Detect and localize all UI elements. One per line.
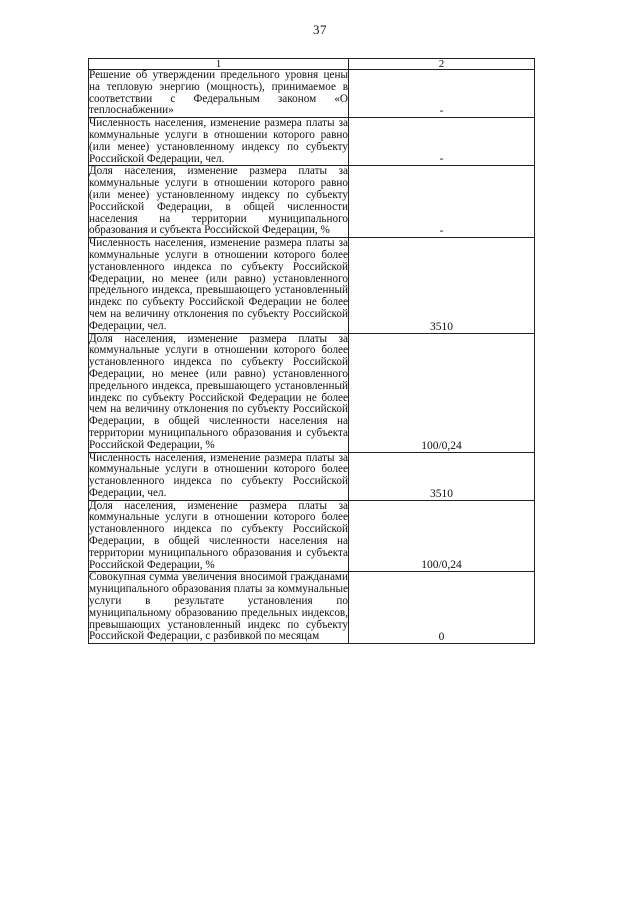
table-row	[89, 572, 535, 644]
column-header-1: 1	[89, 59, 349, 70]
table-row	[89, 333, 535, 452]
row-value: -	[349, 70, 535, 118]
row-value: 3510	[349, 238, 535, 333]
row-label: Численность населения, изменение размера платы за коммунальные услуги в отношении которого более установленного индекса по субъекту Российской Федерации, но менее (или равно) установленного предельного индекса, превышающего установленный индекс по субъекту Российской Федерации не более чем на величину отклонения по субъекту Российской Федерации, чел.	[89, 237, 348, 332]
table-row	[89, 166, 535, 238]
column-header-2: 2	[349, 59, 535, 70]
row-value: 100/0,24	[349, 333, 535, 452]
row-label: Доля населения, изменение размера платы за коммунальные услуги в отношении которого более установленного индекса по субъекту Российской Федерации, в общей численности населения на территории муниципального образования и субъекта Российской Федерации, %	[89, 499, 348, 571]
table-row	[89, 500, 535, 572]
page-number: 37	[313, 22, 327, 37]
indicator-table	[88, 58, 535, 644]
row-value: 0	[349, 572, 535, 644]
table-row	[89, 238, 535, 333]
row-label: Численность населения, изменение размера платы за коммунальные услуги в отношении которого равно (или менее) установленному индексу по субъекту Российской Федерации, чел.	[89, 117, 348, 165]
table-row	[89, 452, 535, 500]
row-label: Доля населения, изменение размера платы за коммунальные услуги в отношении которого равно (или менее) установленному индексу по субъекту Российской Федерации, в общей численности населения на территории муниципального образования и субъекта Российской Федерации, %	[89, 165, 348, 237]
row-value: -	[349, 118, 535, 166]
table-row	[89, 118, 535, 166]
row-label: Численность населения, изменение размера платы за коммунальные услуги в отношении которого более установленного индекса по субъекту Российской Федерации, чел.	[89, 451, 348, 499]
row-value: -	[349, 166, 535, 238]
row-value: 100/0,24	[349, 500, 535, 572]
table-header-row	[89, 59, 535, 70]
row-label: Решение об утверждении предельного уровня цены на тепловую энергию (мощность), принимаемое в соответствии с Федеральным законом «О теплоснабжении»	[89, 69, 348, 117]
table-row	[89, 70, 535, 118]
row-label: Совокупная сумма увеличения вносимой гражданами муниципального образования платы за коммунальные услуги в результате установления по муниципальному образованию предельных индексов, превышающих установленный индекс по субъекту Российской Федерации, с разбивкой по месяцам	[89, 571, 348, 643]
row-value: 3510	[349, 452, 535, 500]
row-label: Доля населения, изменение размера платы за коммунальные услуги в отношении которого более установленного индекса по субъекту Российской Федерации, но менее (или равно) установленного предельного индекса, превышающего установленный индекс по субъекту Российской Федерации не более чем на величину отклонения по субъекту Российской Федерации, в общей численности населения на территории муниципального образования и субъекта Российской Федерации, %	[89, 332, 348, 451]
